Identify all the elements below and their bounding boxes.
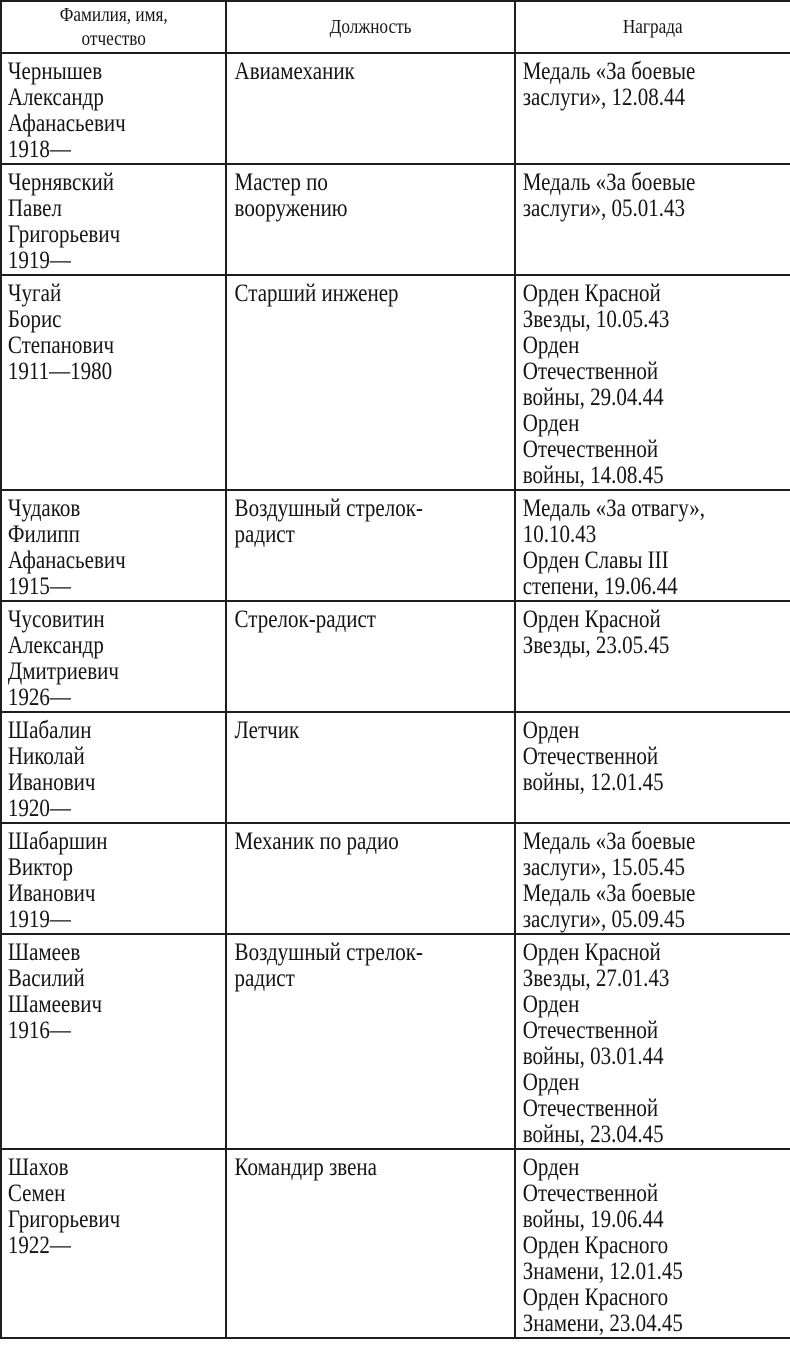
award-cell-line: Отечественной (522, 743, 659, 770)
award-cell-text (516, 824, 746, 933)
position-cell-line: Воздушный стрелок- (234, 939, 423, 966)
name-cell (1, 823, 226, 934)
position-cell (226, 164, 515, 275)
award-cell-line: Орден Красной (522, 939, 661, 966)
award-cell (515, 53, 790, 164)
name-cell-line: Александр (7, 84, 104, 111)
award-cell-line: Орден (522, 1069, 580, 1096)
position-cell-text (227, 491, 468, 548)
name-cell-text (2, 935, 189, 1044)
name-cell-line: 1916— (7, 1017, 71, 1044)
award-cell-line: Медаль «За боевые (522, 880, 696, 907)
position-cell (226, 490, 515, 601)
name-cell (1, 601, 226, 712)
header-name-line: отчество (81, 28, 146, 50)
award-cell-line: войны, 12.01.45 (522, 769, 664, 796)
award-cell-line: Отечественной (522, 436, 659, 463)
award-cell-line: Звезды, 23.05.45 (522, 632, 670, 659)
header-name (1, 1, 226, 53)
position-cell-line: Мастер по (234, 169, 328, 196)
award-cell-text (516, 1150, 746, 1337)
award-cell-line: Отечественной (522, 358, 659, 385)
name-cell-line: Афанасьевич (7, 547, 126, 574)
name-cell-line: Григорьевич (7, 221, 121, 248)
award-cell-line: Орден (522, 1154, 580, 1181)
award-cell (515, 490, 790, 601)
name-cell-text (2, 602, 189, 711)
name-cell-line: Дмитриевич (7, 658, 119, 685)
award-cell-text (516, 602, 746, 659)
position-cell-text (227, 935, 468, 992)
name-cell-line: Иванович (7, 880, 96, 907)
position-cell-line: Летчик (234, 717, 300, 744)
position-cell-text (227, 54, 468, 85)
name-cell-line: 1920— (7, 795, 71, 822)
award-cell-line: степени, 19.06.44 (522, 573, 678, 600)
name-cell-line: Чугай (7, 280, 62, 307)
header-position (226, 1, 515, 53)
position-cell-line: Авиамеханик (234, 58, 355, 85)
award-cell-line: Медаль «За боевые (522, 828, 696, 855)
name-cell (1, 164, 226, 275)
award-cell-line: 10.10.43 (522, 521, 597, 548)
table-row (1, 53, 790, 164)
name-cell-line: 1919— (7, 247, 71, 274)
position-cell (226, 275, 515, 490)
position-cell-line: вооружению (234, 195, 348, 222)
position-cell-text (227, 165, 468, 222)
award-cell-line: заслуги», 15.05.45 (522, 854, 685, 881)
table-row (1, 275, 790, 490)
name-cell-line: 1918— (7, 136, 71, 163)
award-cell-line: Медаль «За боевые (522, 169, 696, 196)
award-cell-text (516, 713, 746, 796)
name-cell-line: Павел (7, 195, 62, 222)
table-row (1, 164, 790, 275)
name-cell-line: 1926— (7, 684, 71, 711)
award-cell (515, 164, 790, 275)
position-cell (226, 53, 515, 164)
position-cell-line: Механик по радио (234, 828, 399, 855)
award-cell-line: Орден Красного (522, 1284, 669, 1311)
award-cell-line: Звезды, 10.05.43 (522, 306, 670, 333)
award-cell-line: Орден Красного (522, 1232, 669, 1259)
award-cell (515, 601, 790, 712)
award-cell-line: Медаль «За боевые (522, 58, 696, 85)
table-header-row (1, 1, 790, 53)
name-cell (1, 1149, 226, 1338)
name-cell (1, 275, 226, 490)
name-cell-line: Чернявский (7, 169, 115, 196)
award-cell-line: Отечественной (522, 1180, 659, 1207)
name-cell-line: Виктор (7, 854, 73, 881)
position-cell (226, 934, 515, 1149)
name-cell-text (2, 165, 189, 274)
award-cell (515, 934, 790, 1149)
award-cell-text (516, 935, 746, 1148)
name-cell-line: Шамеевич (7, 991, 103, 1018)
position-cell-line: Стрелок-радист (234, 606, 376, 633)
position-cell-text (227, 1150, 468, 1181)
name-cell-text (2, 1150, 189, 1259)
award-cell-text (516, 165, 746, 222)
name-cell-text (2, 276, 189, 385)
position-cell-line: радист (234, 965, 295, 992)
position-cell (226, 1149, 515, 1338)
name-cell-line: Александр (7, 632, 104, 659)
name-cell-line: Шабаршин (7, 828, 108, 855)
name-cell-text (2, 824, 189, 933)
name-cell-line: Борис (7, 306, 62, 333)
name-cell (1, 712, 226, 823)
award-cell (515, 712, 790, 823)
position-cell-text (227, 602, 468, 633)
award-cell-line: Медаль «За отвагу», (522, 495, 705, 522)
table-row (1, 1149, 790, 1338)
award-cell (515, 1149, 790, 1338)
name-cell (1, 934, 226, 1149)
position-cell-line: Старший инженер (234, 280, 399, 307)
table-row (1, 490, 790, 601)
award-cell (515, 823, 790, 934)
name-cell-line: Чудаков (7, 495, 81, 522)
position-cell (226, 601, 515, 712)
award-cell-line: заслуги», 05.01.43 (522, 195, 685, 222)
name-cell-line: 1911—1980 (7, 358, 113, 385)
name-cell-line: Чусовитин (7, 606, 105, 633)
award-cell-line: войны, 03.01.44 (522, 1043, 664, 1070)
award-cell-text (516, 491, 746, 600)
name-cell-line: 1922— (7, 1232, 71, 1259)
name-cell (1, 490, 226, 601)
table-row (1, 823, 790, 934)
header-position-label: Должность (329, 16, 412, 38)
header-name-line: Фамилия, имя, (59, 4, 168, 26)
position-cell (226, 712, 515, 823)
award-cell-line: Орден (522, 717, 580, 744)
award-cell-line: Знамени, 12.01.45 (522, 1258, 683, 1285)
name-cell-text (2, 54, 189, 163)
award-cell-line: Орден (522, 332, 580, 359)
name-cell-line: Иванович (7, 769, 96, 796)
name-cell-line: Шабалин (7, 717, 92, 744)
award-cell-line: войны, 29.04.44 (522, 384, 664, 411)
table-row (1, 601, 790, 712)
award-cell-line: войны, 14.08.45 (522, 462, 664, 489)
award-cell-line: Знамени, 23.04.45 (522, 1310, 683, 1337)
position-cell-line: Воздушный стрелок- (234, 495, 423, 522)
header-award (515, 1, 790, 53)
table-row (1, 934, 790, 1149)
award-cell-line: Отечественной (522, 1095, 659, 1122)
award-cell (515, 275, 790, 490)
position-cell-text (227, 276, 468, 307)
name-cell-line: Филипп (7, 521, 80, 548)
name-cell-line: Степанович (7, 332, 115, 359)
name-cell-line: 1919— (7, 906, 71, 933)
name-cell-line: 1915— (7, 573, 71, 600)
award-cell-line: Орден (522, 991, 580, 1018)
award-cell-line: Отечественной (522, 1017, 659, 1044)
award-cell-line: заслуги», 05.09.45 (522, 906, 685, 933)
position-cell-text (227, 824, 468, 855)
award-cell-line: Орден Красной (522, 606, 661, 633)
name-cell-text (2, 713, 189, 822)
header-award-label: Награда (623, 16, 683, 38)
name-cell-line: Шамеев (7, 939, 81, 966)
name-cell-line: Григорьевич (7, 1206, 121, 1233)
position-cell (226, 823, 515, 934)
award-cell-line: войны, 19.06.44 (522, 1206, 664, 1233)
name-cell-line: Чернышев (7, 58, 103, 85)
name-cell-line: Николай (7, 743, 85, 770)
name-cell (1, 53, 226, 164)
position-cell-line: Командир звена (234, 1154, 377, 1181)
award-cell-line: Орден Красной (522, 280, 661, 307)
award-cell-text (516, 276, 746, 489)
award-cell-line: Звезды, 27.01.43 (522, 965, 670, 992)
name-cell-line: Василий (7, 965, 85, 992)
award-cell-line: войны, 23.04.45 (522, 1121, 664, 1148)
position-cell-text (227, 713, 468, 744)
name-cell-text (2, 491, 189, 600)
table-row (1, 712, 790, 823)
award-cell-text (516, 54, 746, 111)
name-cell-line: Шахов (7, 1154, 69, 1181)
award-cell-line: Орден Славы III (522, 547, 669, 574)
award-cell-line: заслуги», 12.08.44 (522, 84, 685, 111)
award-cell-line: Орден (522, 410, 580, 437)
name-cell-line: Семен (7, 1180, 66, 1207)
position-cell-line: радист (234, 521, 295, 548)
name-cell-line: Афанасьевич (7, 110, 126, 137)
